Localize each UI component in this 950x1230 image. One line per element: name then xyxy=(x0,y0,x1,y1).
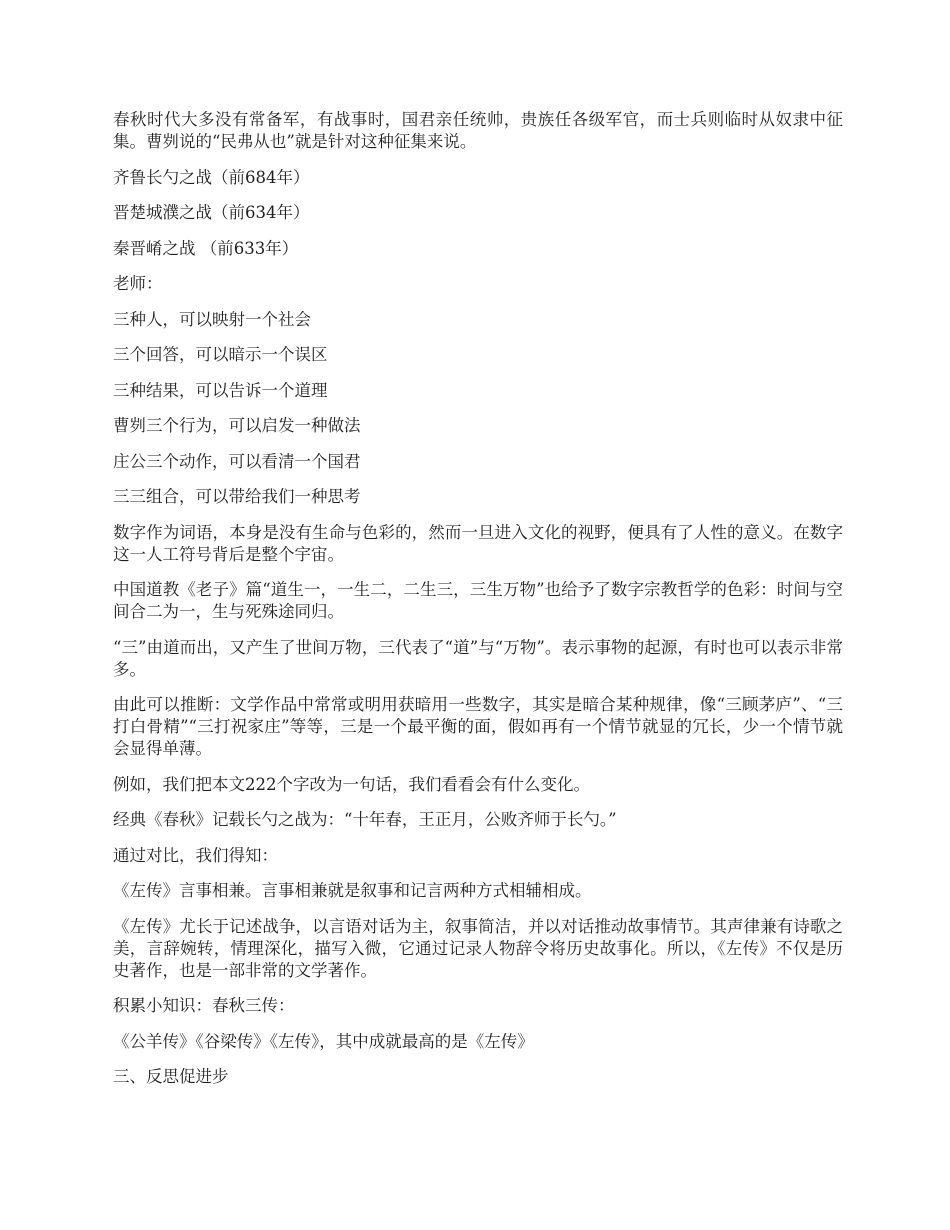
paragraph-battle-changshao: 齐鲁长勺之战（前684年） xyxy=(113,167,310,187)
section-heading-reflection: 三、反思促进步 xyxy=(113,1067,229,1086)
paragraph-inference: 由此可以推断：文学作品中常常或明用获暗用一些数字，其实是暗合某种规律，像“三顾茅庐”、“三打白骨精”“三打祝家庄”等等，三是一个最平衡的面，假如再有一个情节就显的冗长，少一个情节就会显得单薄。 xyxy=(113,695,843,758)
paragraph-knowledge-heading: 积累小知识：春秋三传： xyxy=(113,996,295,1015)
paragraph-three-from-dao: “三”由道而出，又产生了世间万物，三代表了“道”与“万物”。表示事物的起源，有时也可以表示非常多。 xyxy=(113,637,843,679)
paragraph-army-conscription: 春秋时代大多没有常备军，有战事时，国君亲任统帅，贵族任各级军官，而士兵则临时从奴隶中征集。曹刿说的“民弗从也”就是针对这种征集来说。 xyxy=(113,110,843,151)
paragraph-comparison: 通过对比，我们得知： xyxy=(113,845,278,865)
paragraph-three-three-combination: 三三组合，可以带给我们一种思考 xyxy=(113,487,361,506)
document-page xyxy=(113,109,843,1102)
paragraph-three-people: 三种人，可以映射一个社会 xyxy=(113,309,311,329)
paragraph-cao-gui-actions: 曹刿三个行为，可以启发一种做法 xyxy=(113,416,361,435)
paragraph-laozi: 中国道教《老子》篇“道生一，一生二，二生三，三生万物”也给予了数字宗教哲学的色彩：时间与空间合二为一，生与死殊途同归。 xyxy=(113,580,843,621)
paragraph-teacher: 老师： xyxy=(113,274,163,293)
paragraph-zuozhuan-war: 《左传》尤长于记述战争，以言语对话为主，叙事简洁，并以对话推动故事情节。其声律兼有诗歌之美，言辞婉转，情理深化，描写入微，它通过记录人物辞令将历史故事化。所以，《左传》不仅是历史著作，也是一部非常的文学著作。 xyxy=(113,916,843,980)
paragraph-three-results: 三种结果，可以告诉一个道理 xyxy=(113,380,328,400)
paragraph-zhuang-gong-actions: 庄公三个动作，可以看清一个国君 xyxy=(113,451,361,471)
paragraph-example: 例如，我们把本文222个字改为一句话，我们看看会有什么变化。 xyxy=(113,774,590,794)
paragraph-numbers-as-words: 数字作为词语，本身是没有生命与色彩的，然而一旦进入文化的视野，便具有了人性的意义。在数字这一人工符号背后是整个宇宙。 xyxy=(113,522,843,564)
paragraph-chunqiu-record: 经典《春秋》记载长勺之战为：“十年春，王正月，公败齐师于长勺。” xyxy=(113,810,617,829)
paragraph-zuozhuan-style: 《左传》言事相兼。言事相兼就是叙事和记言两种方式相辅相成。 xyxy=(113,881,592,900)
paragraph-battle-yao: 秦晋崤之战 （前633年） xyxy=(113,238,299,258)
paragraph-three-answers: 三个回答，可以暗示一个误区 xyxy=(113,345,328,364)
paragraph-three-commentaries: 《公羊传》《谷梁传》《左传》，其中成就最高的是《左传》 xyxy=(113,1031,534,1051)
paragraph-battle-chengpu: 晋楚城濮之战（前634年） xyxy=(113,203,310,222)
